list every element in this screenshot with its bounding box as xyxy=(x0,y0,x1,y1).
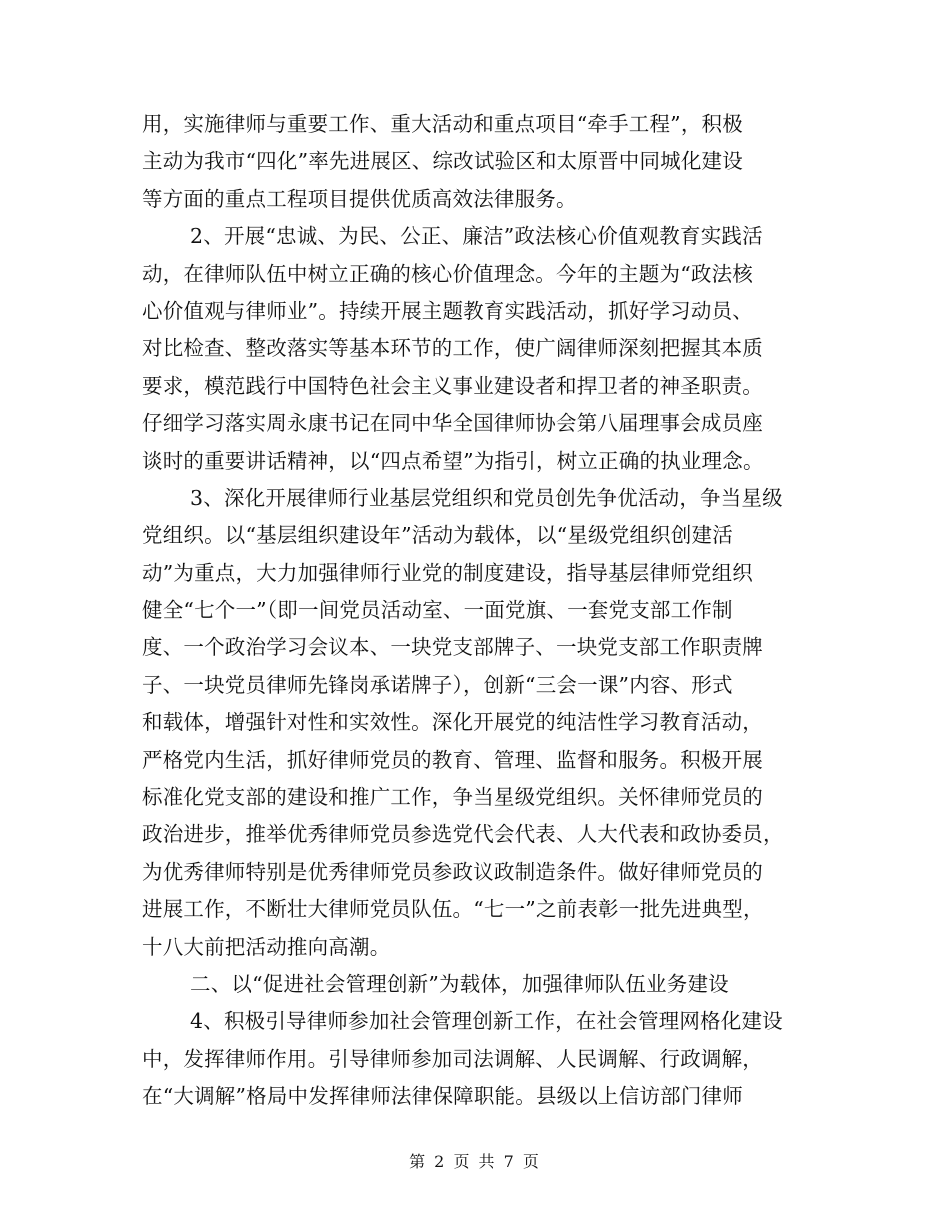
text-line: 十八大前把活动推向高潮。 xyxy=(142,934,391,959)
text-line: 党组织。以“基层组织建设年”活动为载体，以“星级党组织创建活 xyxy=(142,523,733,548)
text-line: 中，发挥律师作用。引导律师参加司法调解、人民调解、行政调解， xyxy=(142,1046,763,1071)
text-line: 动，在律师队伍中树立正确的核心价值理念。今年的主题为“政法核 xyxy=(142,261,753,286)
text-line: 严格党内生活，抓好律师党员的教育、管理、监督和服务。积极开展 xyxy=(142,747,763,772)
text-line: 子、一块党员律师先锋岗承诺牌子），创新“三会一课”内容、形式 xyxy=(142,672,733,697)
text-line: 政治进步，推举优秀律师党员参选党代会代表、人大代表和政协委员， xyxy=(142,822,784,847)
page-number-footer: 第 2 页 共 7 页 xyxy=(409,1152,541,1171)
text-line: 对比检查、整改落实等基本环节的工作，使广阔律师深刻把握其本质 xyxy=(142,336,763,361)
text-line: 动”为重点，大力加强律师行业党的制度建设，指导基层律师党组织 xyxy=(142,560,753,585)
paragraph-start-line: 2、开展“忠诚、为民、公正、廉洁”政法核心价值观教育实践活 xyxy=(190,224,763,249)
text-line: 仔细学习落实周永康书记在同中华全国律师协会第八届理事会成员座 xyxy=(142,411,763,436)
text-line: 用，实施律师与重要工作、重大活动和重点项目“牵手工程”，积极 xyxy=(142,112,743,136)
paragraph-start-line: 4、积极引导律师参加社会管理创新工作，在社会管理网格化建设 xyxy=(190,1009,783,1034)
text-line: 心价值观与律师业”。持续开展主题教育实践活动，抓好学习动员、 xyxy=(142,298,753,323)
text-line: 和载体，增强针对性和实效性。深化开展党的纯洁性学习教育活动， xyxy=(142,710,763,735)
text-line: 主动为我市“四化”率先进展区、综改试验区和太原晋中同城化建设 xyxy=(142,149,743,174)
text-line: 健全“七个一”（即一间党员活动室、一面党旗、一套党支部工作制 xyxy=(142,598,733,623)
text-line: 等方面的重点工程项目提供优质高效法律服务。 xyxy=(142,186,577,211)
paragraph-start-line: 3、深化开展律师行业基层党组织和党员创先争优活动，争当星级 xyxy=(190,485,783,510)
text-line: 要求，模范践行中国特色社会主义事业建设者和捍卫者的神圣职责。 xyxy=(142,373,763,398)
text-line: 标准化党支部的建设和推广工作，争当星级党组织。关怀律师党员的 xyxy=(142,785,763,810)
text-line: 进展工作，不断壮大律师党员队伍。“七一”之前表彰一批先进典型， xyxy=(142,897,764,922)
section-heading: 二、以“促进社会管理创新”为载体，加强律师队伍业务建设 xyxy=(190,971,729,996)
text-line: 度、一个政治学习会议本、一块党支部牌子、一块党支部工作职责牌 xyxy=(142,635,763,660)
text-line: 为优秀律师特别是优秀律师党员参政议政制造条件。做好律师党员的 xyxy=(142,859,763,884)
text-line: 谈时的重要讲话精神，以“四点希望”为指引，树立正确的执业理念。 xyxy=(142,448,764,473)
document-body xyxy=(142,106,812,1116)
text-line: 在“大调解”格局中发挥律师法律保障职能。县级以上信访部门律师 xyxy=(142,1084,743,1109)
